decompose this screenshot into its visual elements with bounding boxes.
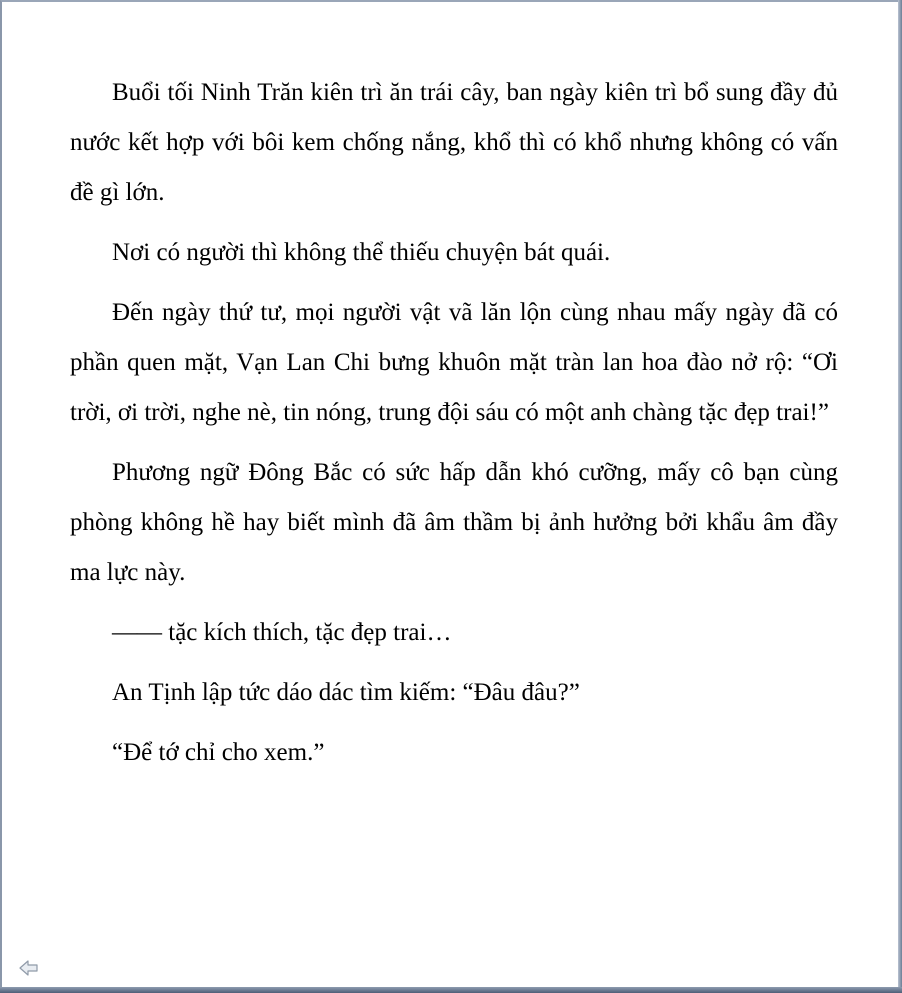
document-content [70, 68, 838, 788]
document-page [4, 4, 898, 987]
paragraph-7: “Để tớ chỉ cho xem.” [112, 739, 325, 766]
window-right-border [898, 0, 902, 993]
back-arrow-icon[interactable] [18, 958, 40, 978]
back-arrow-icon-graphic [18, 958, 40, 978]
paragraph-5: —— tặc kích thích, tặc đẹp trai… [112, 619, 452, 646]
paragraph-3: Đến ngày thứ tư, mọi người vật vã lăn lộn cùng nhau mấy ngày đã có phần quen mặt, Vạn Lan Chi bưng khuôn mặt tràn lan hoa đào nở rộ: “Ơi trời, ơi trời, nghe nè, tin nóng, trung đội sáu có một anh chàng tặc đẹp trai!” [70, 299, 838, 426]
paragraph-2: Nơi có người thì không thể thiếu chuyện bát quái. [112, 239, 611, 266]
paragraph-1: Buổi tối Ninh Trăn kiên trì ăn trái cây, ban ngày kiên trì bổ sung đầy đủ nước kết hợp với bôi kem chống nắng, khổ thì có khổ nhưng không có vấn đề gì lớn. [70, 79, 838, 206]
paragraph-4: Phương ngữ Đông Bắc có sức hấp dẫn khó cưỡng, mấy cô bạn cùng phòng không hề hay biết mình đã âm thầm bị ảnh hưởng bởi khẩu âm đầy ma lực này. [70, 459, 838, 586]
paragraph-6: An Tịnh lập tức dáo dác tìm kiếm: “Đâu đâu?” [112, 679, 580, 706]
window-bottom-border [0, 987, 902, 993]
